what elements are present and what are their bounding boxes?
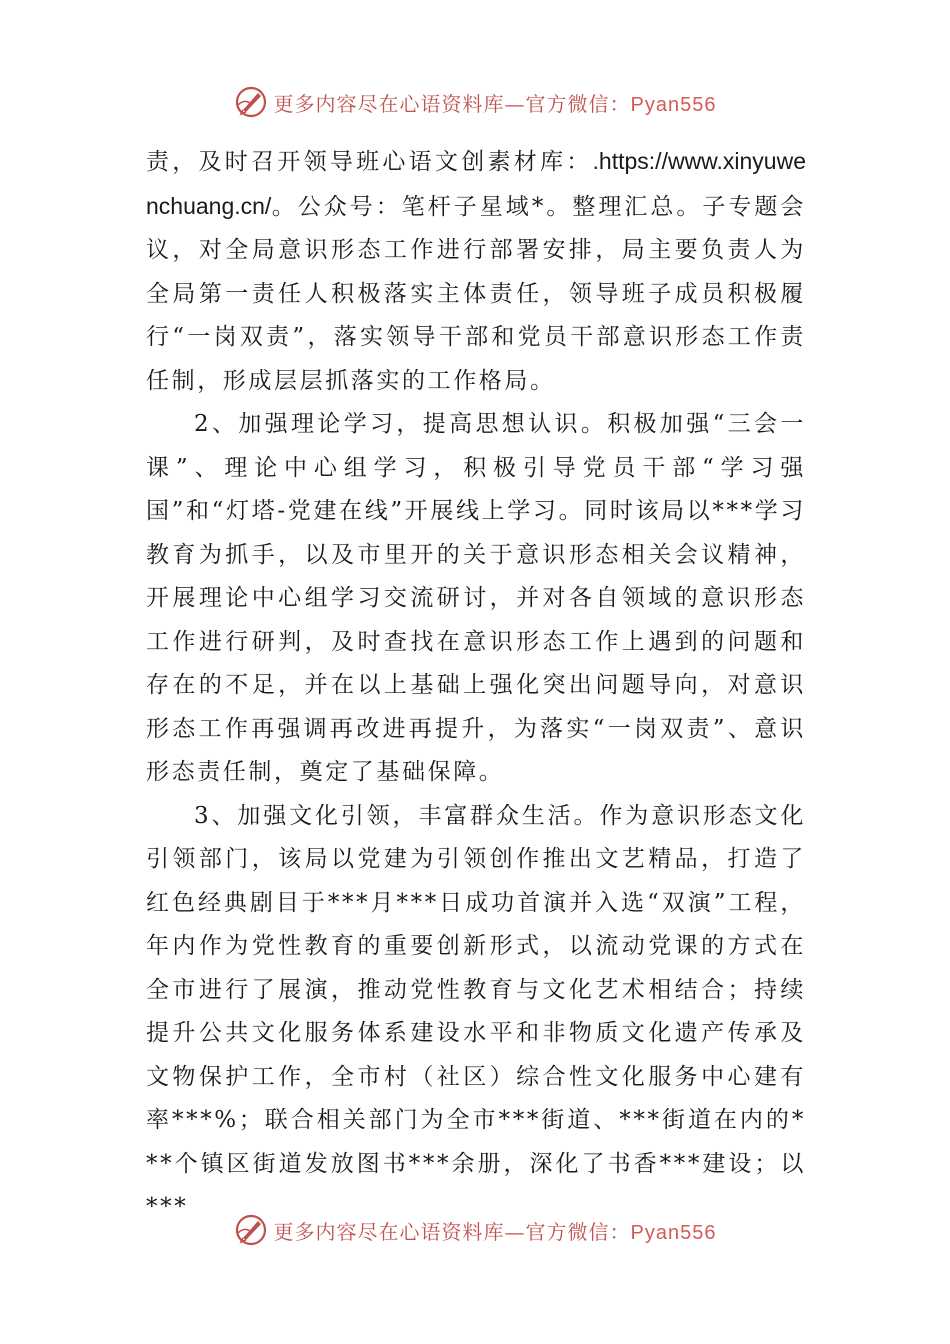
footer-wechat-id: Pyan556	[630, 1221, 717, 1244]
paragraph-3: 3、加强文化引领，丰富群众生活。作为意识形态文化引领部门，该局以党建为引领创作推出文艺精品，打造了红色经典剧目于***月***日成功首演并入选“双演”工程，年内作为党性教育的重要创新形式，以流动党课的方式在全市进行了展演，推动党性教育与文化艺术相结合；持续提升公共文化服务体系建设水平和非物质文化遗产传承及文物保护工作，全市村（社区）综合性文化服务中心建有率***%；联合相关部门为全市***街道、***街道在内的***个镇区街道发放图书***余册，深化了书香***建设；以***	[146, 802, 806, 1220]
paragraph-2: 2、加强理论学习，提高思想认识。积极加强“三会一课”、理论中心组学习，积极引导党员干部“学习强国”和“灯塔-党建在线”开展线上学习。同时该局以***学习教育为抓手，以及市里开的关于意识形态相关会议精神，开展理论中心组学习交流研讨，并对各自领域的意识形态工作进行研判，及时查找在意识形态工作上遇到的问题和存在的不足，并在以上基础上强化突出问题导向，对意识形态工作再强调再改进再提升，为落实“一岗双责”、意识形态责任制，奠定了基础保障。	[146, 411, 806, 785]
pen-feather-logo-icon	[234, 1213, 268, 1247]
resource-url: .https://www.xinyuwenchuang.cn/	[146, 148, 806, 219]
paragraph-1: 责，及时召开领导班心语文创素材库：.https://www.xinyuwenchuang.cn/。公众号：笔杆子星域*。整理汇总。子专题会议，对全局意识形态工作进行部署安排，局主要负责人为全局第一责任人积极落实主体责任，领导班子成员积极履行“一岗双责”，落实领导干部和党员干部意识形态工作责任制，形成层层抓落实的工作格局。	[146, 148, 806, 394]
footer-banner-text: 更多内容尽在心语资料库—官方微信：Pyan556	[273, 1219, 717, 1244]
header-banner-text: 更多内容尽在心语资料库—官方微信：Pyan556	[273, 91, 717, 116]
footer-banner	[0, 1210, 950, 1250]
header-wechat-id: Pyan556	[630, 93, 717, 116]
pen-feather-logo-icon	[234, 85, 268, 119]
header-banner	[0, 82, 950, 122]
document-body	[146, 140, 806, 1230]
